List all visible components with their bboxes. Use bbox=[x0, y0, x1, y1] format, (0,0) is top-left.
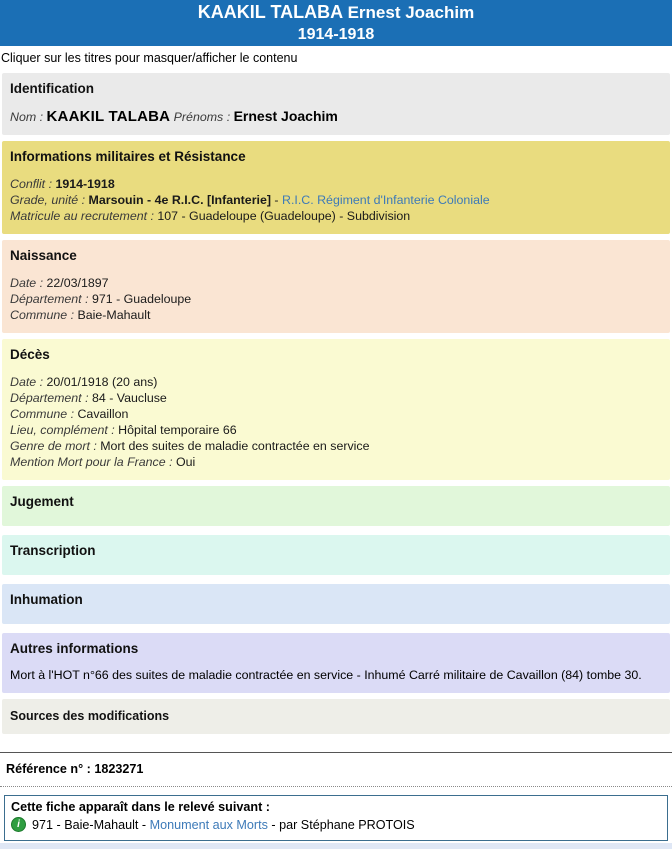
deces-lieu-row: Lieu, complément : Hôpital temporaire 66 bbox=[10, 423, 237, 437]
releve-entry bbox=[11, 817, 661, 832]
divider-dotted bbox=[0, 786, 672, 787]
nom-value: KAAKIL TALABA bbox=[46, 108, 171, 125]
matricule-label: Matricule au recrutement bbox=[10, 209, 148, 223]
section-jugement bbox=[2, 486, 670, 526]
section-title-identification[interactable]: Identification bbox=[10, 81, 94, 96]
reference-number: Référence n° : 1823271 bbox=[6, 762, 144, 776]
prenoms-value: Ernest Joachim bbox=[233, 108, 338, 124]
conflit-value: 1914-1918 bbox=[55, 177, 115, 191]
section-title-jugement[interactable]: Jugement bbox=[10, 494, 74, 509]
section-title-autres-informations[interactable]: Autres informations bbox=[10, 641, 139, 656]
info-icon: i bbox=[11, 817, 26, 832]
grade-row: Grade, unité : Marsouin - 4e R.I.C. [Infanterie] - R.I.C. Régiment d'Infanterie Coloniale bbox=[10, 193, 490, 207]
section-inhumation bbox=[2, 584, 670, 624]
nom-label: Nom bbox=[10, 110, 37, 124]
section-sources-modifications bbox=[2, 699, 670, 734]
prenoms-label: Prénoms bbox=[173, 110, 224, 124]
releve-entry-text: 971 - Baie-Mahault - Monument aux Morts - par Stéphane PROTOIS bbox=[32, 817, 415, 832]
deces-departement-row: Département : 84 - Vaucluse bbox=[10, 391, 167, 405]
section-title-informations-militaires[interactable]: Informations militaires et Résistance bbox=[10, 149, 246, 164]
page-title bbox=[0, 2, 672, 24]
soldier-firstnames: Ernest Joachim bbox=[347, 3, 475, 22]
section-deces bbox=[2, 339, 670, 480]
deces-commune-row: Commune : Cavaillon bbox=[10, 407, 129, 421]
section-title-transcription[interactable]: Transcription bbox=[10, 543, 96, 558]
section-title-inhumation[interactable]: Inhumation bbox=[10, 592, 83, 607]
autres-informations-text: Mort à l'HOT n°66 des suites de maladie contractée en service - Inhumé Carré militaire de Cavaillon (84) tombe 30. bbox=[10, 668, 642, 682]
toggle-hint: Cliquer sur les titres pour masquer/afficher le contenu bbox=[1, 51, 298, 65]
grade-label: Grade, unité bbox=[10, 193, 79, 207]
reference-value: 1823271 bbox=[94, 762, 144, 776]
section-informations-militaires bbox=[2, 141, 670, 234]
conflit-row: Conflit : 1914-1918 bbox=[10, 177, 115, 191]
deces-mention-row: Mention Mort pour la France : Oui bbox=[10, 455, 196, 469]
soldier-surname: KAAKIL TALABA bbox=[197, 2, 344, 22]
naissance-date-row: Date : 22/03/1897 bbox=[10, 276, 109, 290]
deces-genre-row: Genre de mort : Mort des suites de maladie contractée en service bbox=[10, 439, 370, 453]
conflict-subtitle: 1914-1918 bbox=[297, 26, 375, 43]
naissance-departement-row: Département : 971 - Guadeloupe bbox=[10, 292, 192, 306]
reference-label: Référence n° bbox=[6, 762, 84, 776]
deces-date-row: Date : 20/01/1918 (20 ans) bbox=[10, 375, 158, 389]
section-naissance bbox=[2, 240, 670, 333]
naissance-commune-row: Commune : Baie-Mahault bbox=[10, 308, 151, 322]
bottom-strip bbox=[0, 843, 672, 849]
grade-value: Marsouin - 4e R.I.C. [Infanterie] bbox=[88, 193, 271, 207]
matricule-value: 107 - Guadeloupe (Guadeloupe) - Subdivision bbox=[157, 209, 411, 223]
section-transcription bbox=[2, 535, 670, 575]
regiment-link[interactable]: R.I.C. Régiment d'Infanterie Coloniale bbox=[282, 193, 490, 207]
identification-line: Nom : KAAKIL TALABA Prénoms : Ernest Joachim bbox=[10, 108, 338, 125]
section-title-deces[interactable]: Décès bbox=[10, 347, 50, 362]
section-title-sources-modifications[interactable]: Sources des modifications bbox=[10, 709, 170, 723]
page-header bbox=[0, 0, 672, 46]
matricule-row: Matricule au recrutement : 107 - Guadeloupe (Guadeloupe) - Subdivision bbox=[10, 209, 411, 223]
releve-box bbox=[4, 795, 668, 841]
section-title-naissance[interactable]: Naissance bbox=[10, 248, 77, 263]
releve-box-title: Cette fiche apparaît dans le relevé suivant : bbox=[11, 800, 270, 814]
conflit-label: Conflit bbox=[10, 177, 46, 191]
monument-aux-morts-link[interactable]: Monument aux Morts bbox=[149, 817, 268, 832]
section-autres-informations bbox=[2, 633, 670, 693]
section-identification bbox=[2, 73, 670, 135]
